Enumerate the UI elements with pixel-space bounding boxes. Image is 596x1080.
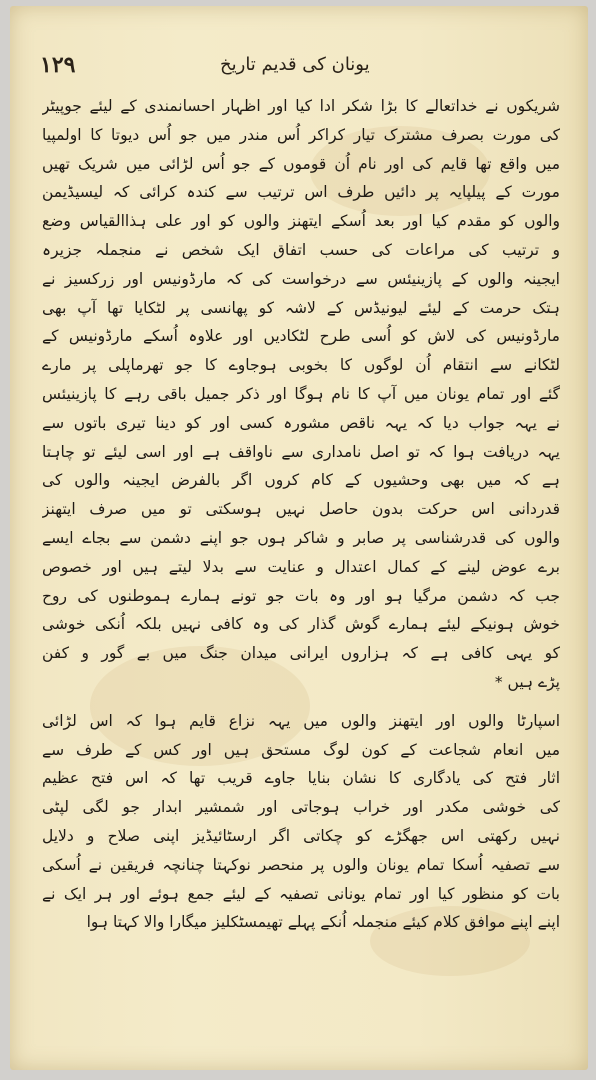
text-line: مورت کے پیلپایہ پر دائیں طرف اس ترتیب سے کندہ کرائی کہ لیسیڈیمن <box>42 183 560 202</box>
page-number: ١٢٩ <box>40 52 76 78</box>
text-line: برے عوض لینے کے کمال اعتدال و عنایت سے بدلا لیتے ہیں اور خصوص <box>42 557 560 576</box>
paragraph <box>42 707 560 937</box>
text-line: بات کو منظور کیا اور تمام یونانی تصفیہ کے لیئے جمع ہوئے اور ہر ایک نے <box>42 884 560 903</box>
text-line: نہیں رکھتی اس جھگڑے کو چکاتی اگر ارسٹائیڈیز اپنی صلاح و دلایل <box>42 826 560 845</box>
text-line: اسپارٹا والوں اور ایتھنز والوں میں یہہ نزاع قایم ہوا کہ اس لڑائی <box>42 711 560 730</box>
text-line: اپنے اپنے موافق کلام کیئے منجملہ اُنکے پہلے تھیمسٹکلیز میگارا والا کہتا ہوا <box>86 913 560 932</box>
text-line: اثار فتح کی یادگاری کا نشان بنایا جاوے قریب تھا کہ اس فتح عظیم <box>42 769 560 788</box>
running-head: یونان کی قدیم تاریخ <box>220 54 370 75</box>
paragraph <box>42 92 560 697</box>
text-line: پڑے ہیں * <box>494 672 560 691</box>
text-line: سے تصفیہ اُسکا تمام یونان والوں پر منحصر نوکہتا چنانچہ فریقین نے اُسکی <box>42 855 560 874</box>
text-line: نے یہہ جواب دیا کہ یہہ ناقص مشورہ کسی اور کو دینا تیری باتوں سے <box>42 413 560 432</box>
text-line: خوش ہونیکے لیئے ہمارے گوش گذار کی وہ کافی نہیں بلکہ اُنکی خوشی <box>42 615 560 634</box>
text-line: گئے اور تمام یونان میں آپ کا نام ہوگا اور ذکر جمیل باقی رہے کا پازینیئس <box>42 384 560 403</box>
text-line: شریکوں نے خداتعالے کا بڑا شکر ادا کیا اور اظہار احسانمندی کے لیئے جوپیٹر <box>42 97 560 115</box>
text-line: کی مورت بصرف مشترک تیار کراکر اُس مندر میں جو اُس دیوتا کا اولمپیا <box>42 125 560 144</box>
text-line: یہہ دریافت ہوا کہ تو اصل نامداری سے ناواقف ہے اور اسی لیئے تو چاہتا <box>42 442 560 461</box>
text-line: مارڈونیس کی لاش کو اُسی طرح لٹکادیں اور علاوہ اُسکے مارڈونیس کے <box>42 327 560 346</box>
text-line: کی خوشی مکدر اور خراب ہوجاتی اور شمشیر ابدار جو لگی لپٹی <box>42 798 560 817</box>
text-line: والوں کی قدرشناسی پر صابر و شاکر ہوں جو اپنے دشمن سے بجاے ایسے <box>42 528 560 547</box>
page-header <box>40 52 560 88</box>
text-line: و ترتیب کی مراعات کی حسب اتفاق ایک شخص نے منجملہ جزیرہ <box>42 240 560 259</box>
text-line: والوں کو مقدم کیا اور بعد اُسکے ایتھنز والوں کو اور علی ہذاالقیاس وضع <box>42 212 560 231</box>
text-line: کو یہی کافی ہے کہ ہزاروں ایرانی میدان جنگ میں بے گور و کفن <box>42 644 560 663</box>
text-line: میں واقع تھا قایم کی اور نام اُن قوموں کے جو اُس لڑائی میں شریک تھیں <box>42 154 560 173</box>
text-line: ہے کہ میں بھی وحشیوں کے کام کروں اگر بالفرض ایجینہ والوں کی <box>42 471 560 490</box>
body-text <box>42 92 560 937</box>
text-line: جب کہ دشمن مرگیا ہو اور وہ بات جو تونے ہمارے ہموطنوں کی روح <box>42 586 560 605</box>
text-line: ہتک حرمت کے لیئے لیونیڈس کے لاشہ کو پھانسی پر لٹکایا تھا آپ بھی <box>42 298 560 317</box>
text-line: قدردانی اس حرکت بدون حاصل نہیں ہوسکتی تو میں صرف ایتھنز <box>42 500 560 519</box>
text-line: ایجینہ والوں کے پازینیئس سے درخواست کی کہ مارڈونیس اور زرکسیز نے <box>42 269 560 288</box>
text-line: میں انعام شجاعت کے کون لوگ مستحق ہیں اور کس کے طرف سے <box>42 740 560 759</box>
paragraph-gap <box>42 697 560 707</box>
text-line: لٹکانے سے انتقام اُن لوگوں کا بخوبی ہوجاوے کا جو تھرماپلی پر مارے <box>42 356 560 375</box>
